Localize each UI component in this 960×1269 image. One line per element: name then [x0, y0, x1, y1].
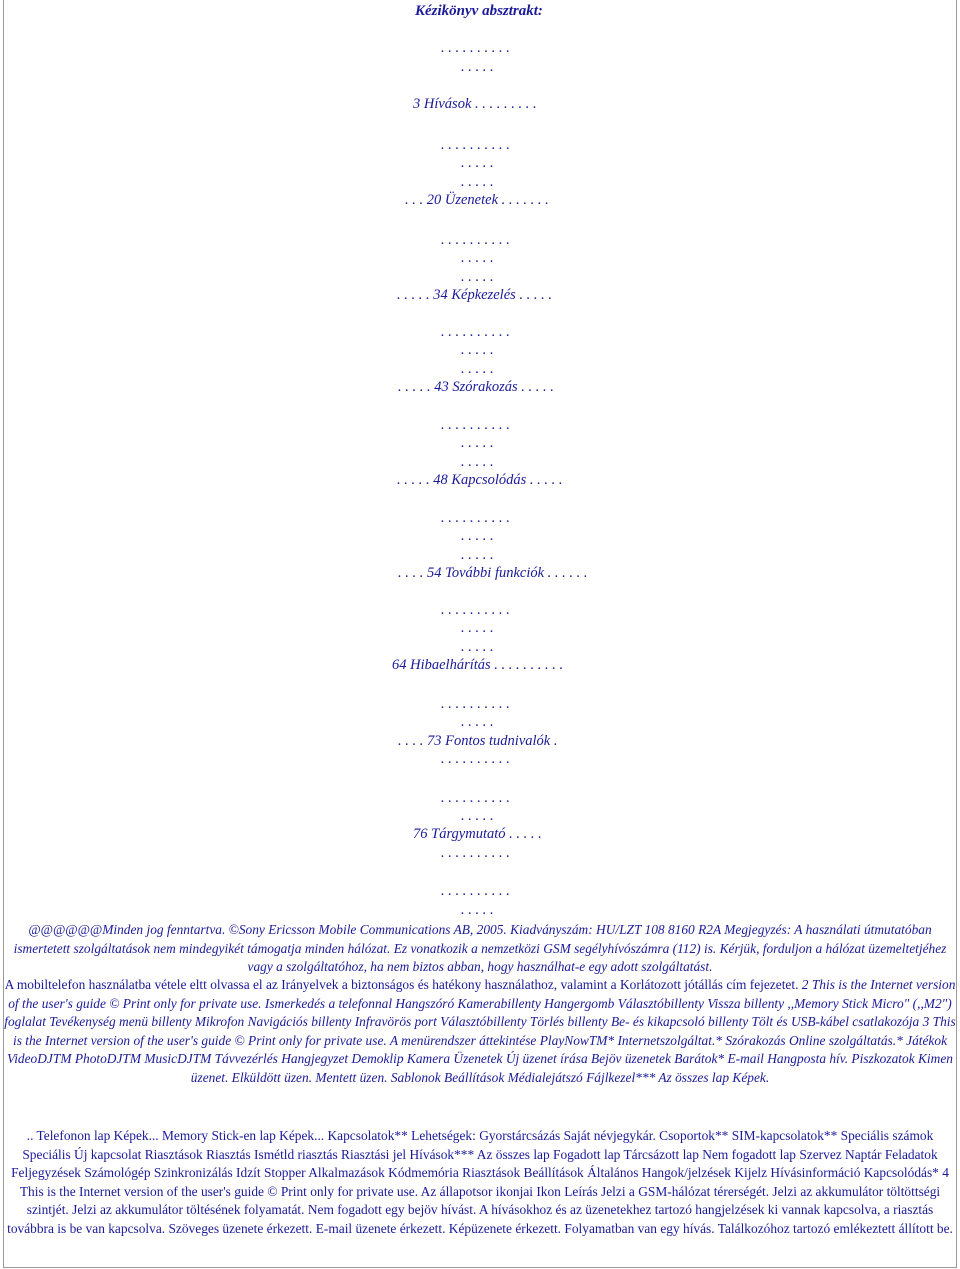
toc-line: . . . . . . . . . .	[441, 40, 510, 56]
toc-line: . . . . .	[461, 620, 494, 636]
toc-line: . . . . . . . . . .	[441, 232, 510, 248]
toc-line: . . . . . . . . . .	[441, 324, 510, 340]
toc-entry-tovabbi-funkciok[interactable]: . . . . 54 További funkciók . . . . . .	[398, 565, 588, 581]
toc-line: . . . . .	[461, 250, 494, 266]
toc-line: . . . . . . . . . .	[441, 883, 510, 899]
toc-line: . . . . . . . . . .	[441, 137, 510, 153]
toc-line: . . . . .	[461, 59, 494, 75]
page-title: Kézikönyv absztrakt:	[415, 3, 543, 19]
toc-line: . . . . .	[461, 454, 494, 470]
toc-line: . . . . .	[461, 342, 494, 358]
toc-entry-kepkezeles[interactable]: . . . . . 34 Képkezelés . . . . .	[397, 287, 553, 303]
toc-line: . . . . .	[461, 808, 494, 824]
toc-line: . . . . . . . . . .	[441, 751, 510, 767]
copyright-paragraph: @@@@@@Minden jog fenntartva. ©Sony Ericsson Mobile Communications AB, 2005. Kiadványszám: HU/LZT 108 8160 R2A Megjegyzés: A használati útmutatóban ismertetett szolgáltatások nem mindegyikét támogatja minden hálózat. Ez vonatkozik a nemzetközi GSM segélyhívószámra (112) is. Kérjük, forduljon a hálózat üzemeltetjéhez vagy a szolgáltatóhoz, ha nem biztos abban, hogy használhat-e egy adott szolgáltatást.	[13, 922, 947, 975]
toc-line: . . . . . . . . . .	[441, 417, 510, 433]
paragraph-text: A mobiltelefon használatba vétele eltt olvassa el az Irányelvek a biztonságos és hatékony használathoz, valamint a Korlátozott jótállás cím fejezetet.	[4, 977, 799, 992]
toc-line: . . . . . . . . . .	[441, 790, 510, 806]
toc-entry-uzenetek[interactable]: . . . 20 Üzenetek . . . . . . .	[405, 192, 549, 208]
toc-line: . . . . .	[461, 155, 494, 171]
toc-line: . . . . .	[461, 639, 494, 655]
toc-entry-targymutato[interactable]: 76 Tárgymutató . . . . .	[413, 826, 542, 842]
overview-paragraph	[3, 976, 957, 1088]
toc-line: . . . . .	[461, 902, 494, 918]
paragraph-text: PlayNowTM* Internetszolgáltat.* Szórakozás Online szolgáltatás.* Játékok VideoDJTM PhotoDJTM MusicDJTM Távvezérlés Hangjegyzet Demoklip Kamera Üzenetek Új üzenet írása Bejöv üzenetek Barátok* E-mail Hangposta hív. Piszkozatok Kimen üzenet. Elküldött üzen. Mentett üzen. Sablonok Beállítások Médialejátszó Fájlkezel*** Az összes lap Képek.	[7, 1032, 953, 1085]
toc-line: . . . . .	[461, 174, 494, 190]
toc-line: . . . . .	[461, 714, 494, 730]
toc-line: . . . . .	[461, 528, 494, 544]
toc-line: . . . . . . . . . .	[441, 602, 510, 618]
toc-line: . . . . .	[461, 547, 494, 563]
paragraph-text: 2 This is the Internet version of the user's guide © Print only for private use. Ismerkedés a telefonnal Hangszóró Kamerabillenty Hangergomb Választóbillenty Vissza billenty ,,Memory Stick Micro" (,,M2") foglalat Tevékenység menü billenty Mikrofon Navigációs billenty Infravörös port Választóbillenty Törlés billenty Be- és kikapcsoló billenty Tölt és USB-kábel csatlakozója 3 This is the Internet version of the user's guide © Print only for private use. A menürendszer áttekintése	[4, 977, 956, 1048]
toc-entry-kapcsolodas[interactable]: . . . . . 48 Kapcsolódás . . . . .	[397, 472, 563, 488]
toc-entry-hibaelharitas[interactable]: 64 Hibaelhárítás . . . . . . . . . .	[392, 657, 564, 673]
toc-line: . . . . .	[461, 361, 494, 377]
toc-entry-hivasok[interactable]: 3 Hívások . . . . . . . . .	[413, 96, 537, 112]
toc-line: . . . . . . . . . .	[441, 845, 510, 861]
toc-line: . . . . .	[461, 435, 494, 451]
menu-icons-paragraph: .. Telefonon lap Képek... Memory Stick-en lap Képek... Kapcsolatok** Lehetségek: Gyorstárcsázás Saját névjegykár. Csoportok** SIM-kapcsolatok** Speciális számok Speciális Új kapcsolat Riasztások Riasztás Ismétld riasztás Riasztási jel Hívások*** Az összes lap Fogadott lap Tárcsázott lap Nem fogadott lap Szervez Naptár Feladatok Feljegyzések Számológép Szinkronizálás Idzít Stopper Alkalmazások Kódmemória Riasztások Beállítások Általános Hangok/jelzések Kijelz Hívásinformáció Kapcsolódás* 4 This is the Internet version of the user's guide © Print only for private use. Az állapotsor ikonjai Ikon Leírás Jelzi a GSM-hálózat térerségét. Jelzi az akkumulátor töltöttségi szintjét. Jelzi az akkumulátor töltésének folyamatát. Nem fogadott egy bejöv hívást. A hívásokhoz és az üzenetekhez tartozó hangjelzések ki vannak kapcsolva, a riasztás továbbra is be van kapcsolva. Szöveges üzenete érkezett. E-mail üzenete érkezett. Képüzenete érkezett. Folyamatban van egy hívás. Találkozóhoz tartozó emlékeztett állított be.	[7, 1128, 953, 1236]
toc-entry-fontos-tudnivalok[interactable]: . . . . 73 Fontos tudnivalók .	[398, 733, 558, 749]
toc-line: . . . . . . . . . .	[441, 510, 510, 526]
toc-line: . . . . . . . . . .	[441, 696, 510, 712]
toc-entry-szorakozas[interactable]: . . . . . 43 Szórakozás . . . . .	[398, 379, 554, 395]
toc-line: . . . . .	[461, 269, 494, 285]
